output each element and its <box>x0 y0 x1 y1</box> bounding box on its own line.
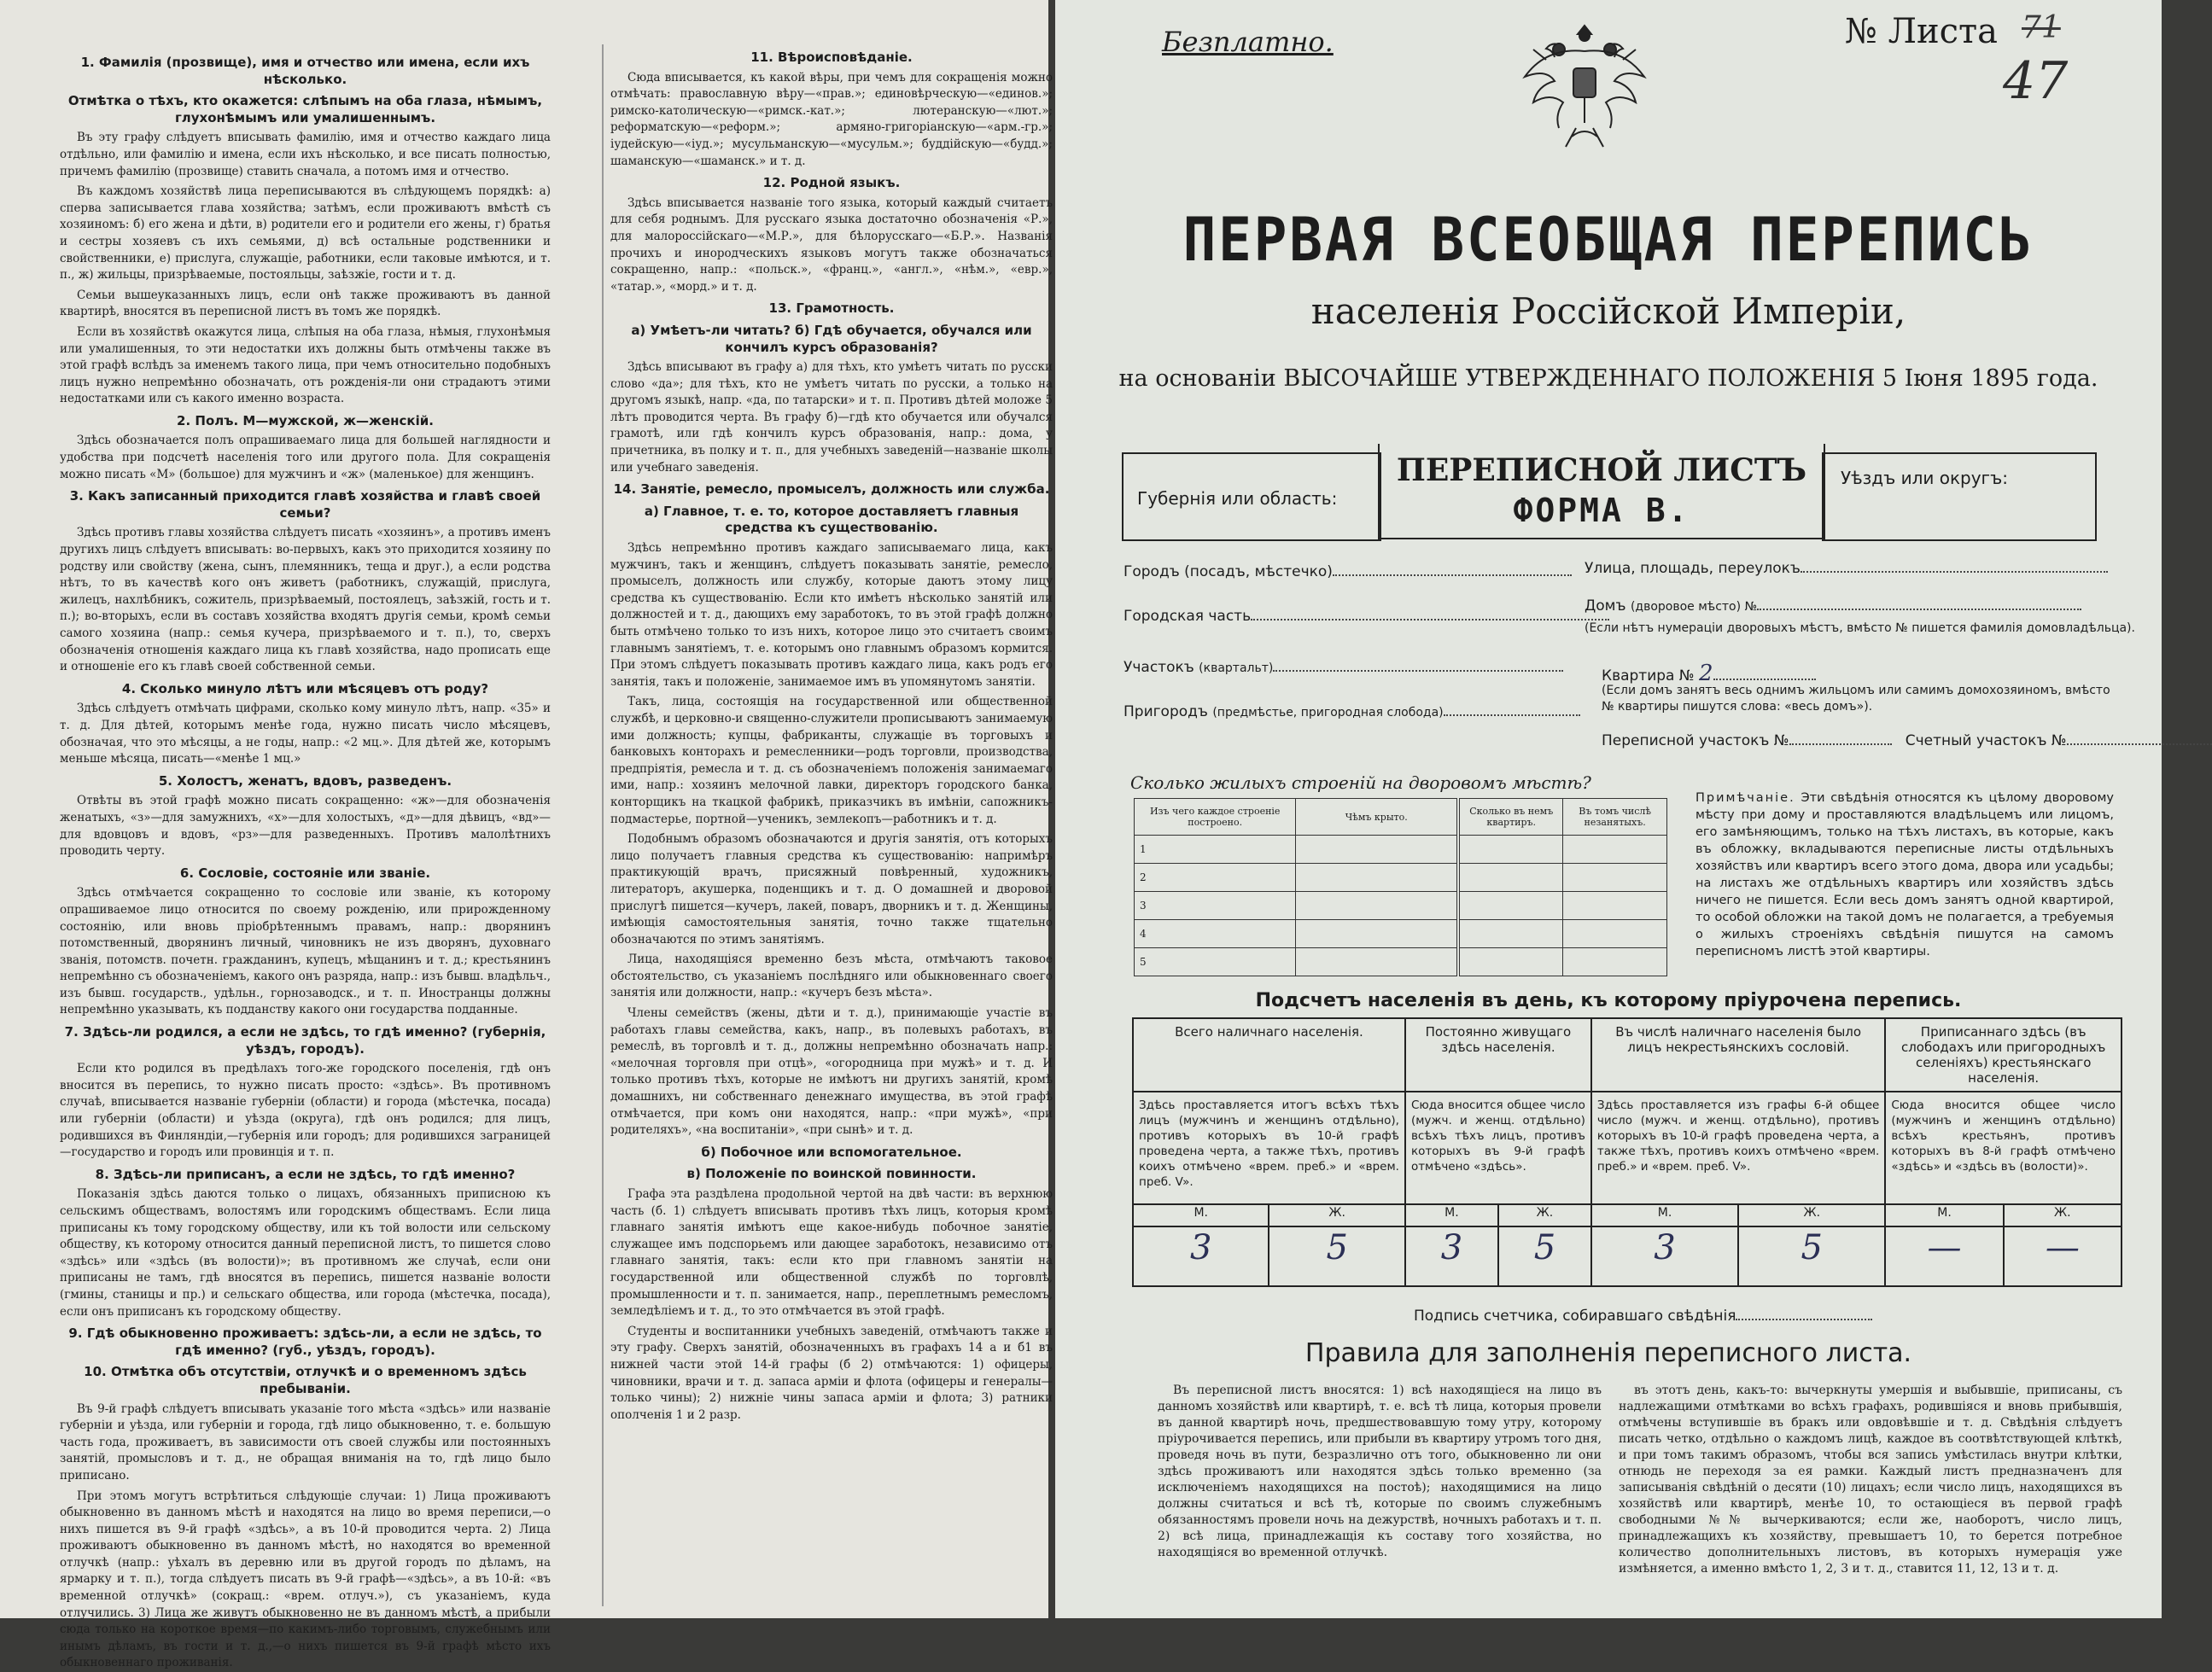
instruction-heading: 10. Отмѣтка объ отсутствіи, отлучкѣ и о временномъ здѣсь пребываніи. <box>60 1364 551 1397</box>
instruction-heading: 11. Вѣроисповѣданіе. <box>610 50 1053 67</box>
buildings-col-vacant: Въ томъ числѣ незанятыхъ. <box>1563 799 1667 836</box>
buildings-question: Сколько жилыхъ строеній на дворовомъ мѣстѣ? <box>1130 772 1591 793</box>
buildings-col-roof: Чѣмъ крыто. <box>1296 799 1458 836</box>
instruction-paragraph: Графа эта раздѣлена продольной чертой на двѣ части: въ верхнюю часть (б. 1) слѣдуетъ вписывать противъ тѣхъ лицъ, которыя кромѣ главнаго занятія имѣютъ еще какое-нибудь побочное занятіе, служащее имъ подспорьемъ или дающее заработокъ, независимо отъ главнаго занятія, такъ: если кто при главномъ занятіи на государственной или общественной службѣ по торговлѣ, промышленности и т. п. занимается, напр., переплетнымъ ремесломъ, земледѣліемъ и т. д., то это отмѣчается въ этой графѣ. <box>610 1186 1053 1320</box>
buildings-cell <box>1563 892 1667 920</box>
governorate-label: Губернія или область: <box>1137 488 1337 509</box>
buildings-row <box>1135 892 1667 920</box>
count-sex-cell: М. <box>1885 1204 2003 1226</box>
buildings-row-number: 1 <box>1135 836 1296 864</box>
instructions-column-1 <box>60 50 551 1611</box>
buildings-cell <box>1296 864 1458 892</box>
instruction-paragraph: Члены семействъ (жены, дѣти и т. д.), принимающіе участіе въ работахъ главы семейства, какъ, напр., въ полевыхъ работахъ, въ ремеслѣ, въ торговлѣ и т. д., должны непремѣнно обозначать напр.: «мелочная торговля при отцѣ», «огородница при мужѣ» и т. д. И только противъ тѣхъ, которые не имѣютъ ни другихъ занятій, кромѣ домашнихъ, ни собственнаго денежнаго имущества, въ этой графѣ отмѣчается, при комъ они находятся, напр.: «при мужѣ», «при родителяхъ», «на воспитаніи», «при сынѣ» и т. д. <box>610 1005 1053 1139</box>
census-subtitle: населенія Россійской Имперіи, <box>1055 290 2162 332</box>
census-legal-basis: на основаніи ВЫСОЧАЙШЕ УТВЕРЖДЕННАГО ПОЛОЖЕНІЯ 5 Іюня 1895 года. <box>1055 365 2162 392</box>
signature-label: Подпись счетчика, собиравшаго свѣдѣнія <box>1414 1308 1736 1325</box>
rules-text-2: въ этотъ день, какъ-то: вычеркнуты умершія и выбывшіе, приписаны, съ надлежащими отмѣтками во всѣхъ графахъ, родившіяся и вновь прибывшія, отмѣчены вступившіе въ бракъ или овдовѣвшіе и т. д. Свѣдѣнія слѣдуетъ писать четко, отдѣльно о каждомъ лицѣ, каждое въ соотвѣтствующей клѣткѣ, и при томъ такимъ образомъ, чтобы вся запись умѣстилась внутри клѣтки, отнюдь не переходя за ея рамки. Каждый листъ предназначенъ для записыванія свѣдѣній о десяти (10) лицахъ; если число лицъ, находящихся въ хозяйствѣ или квартирѣ, менѣе 10, то остающіеся въ первой графѣ свободными №№ вычеркиваются; если же, наоборотъ, число лицъ, принадлежащихъ къ хозяйству, превышаетъ 10, то берется потребное количество дополнительныхъ листовъ, въ которыхъ нумерація уже измѣняется, а именно вмѣсто 1, 2, 3 и т. д., ставится 11, 12, 13 и т. д. <box>1619 1383 2122 1577</box>
apartment-value: 2 <box>1699 661 1713 686</box>
district-note: (квартальт) <box>1199 661 1273 675</box>
instruction-paragraph: Семьи вышеуказанныхъ лицъ, если онѣ также проживаютъ въ данной квартирѣ, вносятся въ переписной листъ въ томъ же порядкѣ. <box>60 288 551 321</box>
count-sex-cell: Ж. <box>1269 1204 1404 1226</box>
instruction-paragraph: Если въ хозяйствѣ окажутся лица, слѣпыя на оба глаза, нѣмыя, глухонѣмыя или умалишенныя, то эти недостатки ихъ должны быть отмѣчены также въ этой графѣ вслѣдъ за именемъ такого лица, при чемъ относительно подобныхъ лицъ нужно непремѣнно обозначать, отъ рожденія-ли они страдаютъ этими недостатками или съ какого именно возраста. <box>60 324 551 408</box>
instruction-heading: 9. Гдѣ обыкновенно проживаетъ: здѣсь-ли, а если не здѣсь, то гдѣ именно? (губ., уѣздъ, городъ). <box>60 1325 551 1359</box>
census-district-field <box>1602 732 2212 749</box>
buildings-row <box>1135 920 1667 948</box>
form-title: ПЕРЕПИСНОЙ ЛИСТЪ <box>1380 452 1824 488</box>
apartment-note: (Если домъ занятъ весь однимъ жильцомъ или самимъ домохозяиномъ, вмѣсто № квартиры пишутся слова: «весь домъ»). <box>1602 683 2114 715</box>
count-header-peasant: Приписаннаго здѣсь (въ слободахъ или пригородныхъ селеніяхъ) крестьянскаго населенія. <box>1885 1018 2122 1092</box>
suburb-field <box>1124 703 1580 720</box>
instruction-heading: 6. Сословіе, состояніе или званіе. <box>60 865 551 883</box>
instruction-paragraph: Лица, находящіяся временно безъ мѣста, отмѣчаютъ таковое обстоятельство, съ указаніемъ послѣдняго или обыкновеннаго своего занятія или должности, напр.: «кучеръ безъ мѣста». <box>610 952 1053 1002</box>
instruction-paragraph: Здѣсь вписывается названіе того языка, который каждый считаетъ для себя роднымъ. Для русскаго языка достаточно обозначенія «Р.», для малороссійскаго—«М.Р.», для бѣлорусскаго—«Б.Р.». Названія прочихъ и инородческихъ языковъ могутъ также обозначаться сокращенно, напр.: «польск.», «франц.», «англ.», «нѣм.», «евр.», «татар.», «морд.» и т. д. <box>610 195 1053 296</box>
buildings-cell <box>1458 892 1563 920</box>
street-field <box>1585 560 2108 577</box>
city-part-field <box>1124 608 1609 625</box>
instruction-heading: в) Положеніе по воинской повинности. <box>610 1166 1053 1183</box>
instruction-heading: 3. Какъ записанный приходится главѣ хозяйства и главѣ своей семьи? <box>60 488 551 521</box>
instruction-paragraph: Такъ, лица, состоящія на государственной или общественной службѣ, и церковно-и священно-служители прописываютъ занимаемую ими должность; купцы, фабриканты, служащіе въ торговыхъ и банковыхъ конторахъ и ремесленники—родъ торговли, производства, предпріятія, ремесла и т. д. съ обозначеніемъ положенія занимаемаго ими, напр.: хозяинъ мелочной лавки, директоръ городского банка, конторщикъ на ткацкой фабрикѣ, приказчикъ въ имѣніи, сапожникъ-подмастерье, портной—ученикъ, землекопъ—работникъ и т. д. <box>610 694 1053 828</box>
instruction-heading: а) Умѣетъ-ли читать? б) Гдѣ обучается, обучался или кончилъ курсъ образованія? <box>610 323 1053 356</box>
buildings-row <box>1135 948 1667 976</box>
buildings-cell <box>1563 948 1667 976</box>
buildings-body <box>1135 836 1667 976</box>
instruction-heading: 5. Холостъ, женатъ, вдовъ, разведенъ. <box>60 773 551 790</box>
city-field <box>1124 563 1572 580</box>
instruction-paragraph: Здѣсь непремѣнно противъ каждаго записываемаго лица, какъ мужчинъ, такъ и женщинъ, слѣдуетъ показывать занятіе, ремесло, промыселъ, должность или службу, которые даютъ этому лицу средства къ существованію. Если кто имѣетъ нѣсколько занятій или должностей и т. д., дающихъ ему заработокъ, то въ этой графѣ должно быть отмѣчено только то изъ нихъ, которое лицо это считаетъ своимъ главнымъ занятіемъ, т. е. которымъ оно главнымъ образомъ кормится. При этомъ слѣдуетъ показывать противъ каждаго лица, какъ родъ его занятія, такъ и положеніе, занимаемое имъ въ упомянутомъ занятіи. <box>610 540 1053 690</box>
count-desc-peasant: Сюда вносится общее число (мужчинъ и женщинъ отдѣльно) всѣхъ крестьянъ, противъ которыхъ въ 8-й графѣ отмѣчено «здѣсь» и «здѣсь въ (волости)». <box>1885 1092 2122 1204</box>
rules-title: Правила для заполненія переписного листа. <box>1055 1338 2162 1368</box>
count-desc-non-peasant: Здѣсь проставляется изъ графы 6-й общее число (мужч. и женщ. отдѣльно), противъ которыхъ въ 10-й графѣ проведена черта, а также тѣхъ, противъ коихъ отмѣчено «врем. преб.» и «врем. преб. V». <box>1591 1092 1885 1204</box>
count-sex-cell: М. <box>1133 1204 1269 1226</box>
instructions-column-2 <box>602 44 1053 1606</box>
buildings-row-number: 4 <box>1135 920 1296 948</box>
instruction-paragraph: Студенты и воспитанники учебныхъ заведеній, отмѣчаютъ также и эту графу. Сверхъ занятій, обозначенныхъ въ графахъ 14 а и б1 въ нижней части этой 14-й графы (б 2) отмѣчаются: 1) офицеры, чиновники, врачи и т. д. запаса арміи и флота (офицеры и генералы—только чины); 2) нижніе чины запаса арміи и флота; 3) ратники ополченія 1 и 2 разр. <box>610 1324 1053 1424</box>
count-value-cell: — <box>1885 1226 2003 1286</box>
count-header-present: Всего наличнаго населенія. <box>1133 1018 1405 1092</box>
buildings-cell <box>1296 836 1458 864</box>
count-value-cell: 3 <box>1591 1226 1738 1286</box>
census-title: ПЕРВАЯ ВСЕОБЩАЯ ПЕРЕПИСЬ <box>1100 205 2117 275</box>
population-count-table <box>1132 1017 2122 1287</box>
suburb-label: Пригородъ <box>1124 703 1208 720</box>
uezd-box <box>1822 452 2097 541</box>
instruction-heading: 7. Здѣсь-ли родился, а если не здѣсь, то гдѣ именно? (губернія, уѣздъ, городъ). <box>60 1024 551 1057</box>
count-header-row <box>1133 1018 2122 1092</box>
buildings-row-number: 5 <box>1135 948 1296 976</box>
count-sex-row <box>1133 1204 2122 1226</box>
counter-signature-line <box>1414 1308 1872 1325</box>
form-title-box <box>1378 444 1825 539</box>
apartment-label: Квартира № <box>1602 667 1695 685</box>
count-value-cell: 5 <box>1269 1226 1404 1286</box>
city-part-label: Городская часть <box>1124 608 1251 625</box>
instruction-heading: 12. Родной языкъ. <box>610 175 1053 192</box>
instruction-heading: 14. Занятіе, ремесло, промыселъ, должность или служба. <box>610 481 1053 498</box>
form-variant: ФОРМА В. <box>1380 492 1824 529</box>
census-form-page <box>1055 0 2162 1618</box>
count-header-non-peasant: Въ числѣ наличнаго населенія было лицъ некрестьянскихъ сословій. <box>1591 1018 1885 1092</box>
instruction-heading: б) Побочное или вспомогательное. <box>610 1145 1053 1162</box>
buildings-cell <box>1458 836 1563 864</box>
governorate-box <box>1122 452 1381 541</box>
instruction-paragraph: Здѣсь противъ главы хозяйства слѣдуетъ писать «хозяинъ», а противъ именъ другихъ лицъ слѣдуетъ вписывать: во-первыхъ, какъ это приходится хозяину по родству или свойству (жена, сынъ, племянникъ, теща и друг.), а если родства нѣтъ, то въ качествѣ кого онъ живетъ (работникъ, служащій, прислуга, жилецъ, нахлѣбникъ, сожитель, призрѣваемый, постоялецъ, заѣзжій, гость и т. п.); во-вторыхъ, если въ составъ хозяйства входятъ другія семьи, кромѣ семьи самого хозяина (напр.: семья кучера, призрѣваемого и т. п.), то, сверхъ обозначенія отношенія каждаго лица къ главѣ хозяйства, надо прописать еще и отношеніе его къ главѣ своей собственной семьи. <box>60 525 551 675</box>
instruction-paragraph: Здѣсь вписывают въ графу а) для тѣхъ, кто умѣетъ читать по русски слово «да»; для тѣхъ, кто не умѣетъ читать по русски, а только на другомъ языкѣ, напр. «да, по татарски» и т. п. Противъ дѣтей моложе 5 лѣтъ проводится черта. Въ графу б)—гдѣ кто обучается или обучался грамотѣ, или гдѣ кончилъ курсъ образованія, напр.: дома, у причетника, въ полку и т. п., для учебныхъ заведеній—названіе школы или учебнаго заведенія. <box>610 359 1053 476</box>
instruction-paragraph: Въ каждомъ хозяйствѣ лица переписываются въ слѣдующемъ порядкѣ: а) сперва записывается глава хозяйства; затѣмъ, если проживаютъ вмѣстѣ съ хозяиномъ: б) его жена и дѣти, в) родители его и родители его жены, г) братья и сестры хозяевъ съ ихъ семьями, д) всѣ остальные родственники и свойственники, е) прислуга, служащіе, работники, если таковые имѣются, и т. п., ж) жильцы, призрѣваемые, постояльцы, заѣзжіе, гости и т. д. <box>60 184 551 284</box>
buildings-cell <box>1458 864 1563 892</box>
house-label: Домъ <box>1585 597 1626 615</box>
count-sex-cell: Ж. <box>1498 1204 1591 1226</box>
sheet-number-label: № Листа <box>1845 12 1998 51</box>
instruction-paragraph: Отвѣты въ этой графѣ можно писать сокращенно: «ж»—для обозначенія женатыхъ, «з»—для замужнихъ, «х»—для холостыхъ, «д»—для дѣвицъ, «вд»—для вдовцовъ и вдовъ, «рз»—для разведенныхъ. Противъ малолѣтнихъ проводить черту. <box>60 793 551 859</box>
buildings-row-number: 2 <box>1135 864 1296 892</box>
instruction-heading: 4. Сколько минуло лѣтъ или мѣсяцевъ отъ роду? <box>60 681 551 698</box>
uezd-label: Уѣздъ или округъ: <box>1841 468 2008 488</box>
count-sex-cell: Ж. <box>2004 1204 2122 1226</box>
instruction-paragraph: При этомъ могутъ встрѣтиться слѣдующіе случаи: 1) Лица проживаютъ обыкновенно въ данномъ мѣстѣ и находятся на лицо во время переписи,—о нихъ пишется въ 9-й графѣ «здѣсь», а въ 10-й проводится черта. 2) Лица проживаютъ обыкновенно въ данномъ мѣстѣ, но находятся во временной отлучкѣ (напр.: уѣхалъ въ деревню или въ другой городъ по дѣламъ, на ярмарку и т. п.), тогда слѣдуетъ писать въ 9-й графѣ—«здѣсь», а въ 10-й: «въ временной отлучкѣ» (сокращ.: «врем. отлуч.»), съ указаніемъ, куда отлучились. 3) Лица же живутъ обыкновенно не въ данномъ мѣстѣ, а прибыли сюда только на короткое время—по какимъ-либо торговымъ, служебнымъ или инымъ дѣламъ, въ гости и т. д.,—о нихъ пишется въ 9-й графѣ мѣсто ихъ обыкновеннаго проживанія. <box>60 1488 551 1672</box>
instruction-paragraph: Здѣсь обозначается полъ опрашиваемаго лица для большей наглядности и удобства при подсчетѣ населенія того или другого пола. Для сокращенія можно писать «М» (большое) для мужчинъ и «ж» (маленькое) для женщинъ. <box>60 433 551 483</box>
instruction-heading: Отмѣтка о тѣхъ, кто окажется: слѣпымъ на оба глаза, нѣмымъ, глухонѣмымъ или умалишеннымъ. <box>60 93 551 126</box>
buildings-table <box>1134 798 1667 976</box>
buildings-row <box>1135 836 1667 864</box>
rules-column-2 <box>1619 1383 2122 1618</box>
street-label: Улица, площадь, переулокъ <box>1585 560 1801 577</box>
counter-district-label: Счетный участокъ № <box>1906 732 2067 749</box>
remark-text: Эти свѣдѣнія относятся къ цѣлому дворовому мѣсту при дому и проставляются владѣльцемъ или лицомъ, его замѣняющимъ, только на тѣхъ листахъ, въ которые, какъ въ обложку, вкладываются переписные листы отдѣльныхъ хозяйствъ или квартиръ всего этого дома, двора или усадьбы; на листахъ же отдѣльныхъ квартиръ или хозяйствъ здѣсь ничего не пишется. Если весь домъ занятъ одной квартирой, то особой обложки на такой домъ не полагается, а требуемыя о жилыхъ строеніяхъ свѣдѣнія пишутся на самомъ переписномъ листѣ этой квартиры. <box>1695 791 2114 958</box>
buildings-cell <box>1296 892 1458 920</box>
buildings-cell <box>1563 836 1667 864</box>
count-desc-permanent: Сюда вносится общее число (мужч. и женщ. отдѣльно) всѣхъ тѣхъ лицъ, противъ которыхъ въ 9-й графѣ отмѣчено «здѣсь». <box>1405 1092 1591 1204</box>
instruction-heading: 2. Полъ. М—мужской, ж—женскій. <box>60 413 551 430</box>
buildings-cell <box>1458 920 1563 948</box>
district-label: Участокъ <box>1124 659 1194 676</box>
instruction-paragraph: Сюда вписывается, къ какой вѣры, при чемъ для сокращенія можно отмѣчать: православную вѣру—«прав.»; единовѣрческую—«единов.»; римско-католическую—«римск.-кат.»; лютеранскую—«лют.»; реформатскую—«реформ.»; армяно-григоріанскую—«арм.-гр.»; іудейскую—«іуд.»; мусульманскую—«мусульм.»; буддійскую—«будд.»; шаманскую—«шаманск.» и т. д. <box>610 70 1053 171</box>
instruction-heading: 8. Здѣсь-ли приписанъ, а если не здѣсь, то гдѣ именно? <box>60 1167 551 1184</box>
count-desc-present: Здѣсь проставляется итогъ всѣхъ тѣхъ лицъ (мужчинъ и женщинъ отдѣльно), противъ которыхъ въ 10-й графѣ проведена черта, а также тѣхъ, противъ коихъ отмѣчено «врем. преб.» и «врем. преб. V». <box>1133 1092 1405 1204</box>
buildings-col-material: Изъ чего каждое строеніе построено. <box>1135 799 1296 836</box>
instruction-paragraph: Подобнымъ образомъ обозначаются и другія занятія, отъ которыхъ лицо получаетъ главныя средства къ существованію: напримѣръ практикующій врачъ, присяжный повѣренный, художникъ, литераторъ, акушерка, поденщикъ и т. д. О домашней и дворовой прислугѣ пишется—кучеръ, лакей, поваръ, дворникъ и т. д. Женщины, имѣющія самостоятельныя занятія, точно также тщательно обозначаются по этимъ занятіямъ. <box>610 831 1053 948</box>
buildings-cell <box>1296 920 1458 948</box>
sheet-number-handwritten-crossed: 71 <box>2022 10 2061 45</box>
count-description-row <box>1133 1092 2122 1204</box>
house-note: (дворовое мѣсто) № <box>1631 600 1757 614</box>
count-value-cell: 3 <box>1405 1226 1498 1286</box>
count-value-cell: 5 <box>1738 1226 1885 1286</box>
instruction-paragraph: Въ 9-й графѣ слѣдуетъ вписывать указаніе того мѣста «здѣсь» или названіе губерніи и уѣзда, или губерніи и города, гдѣ лицо обыкновенно, т. е. большую часть года, проживаетъ, въ зависимости отъ своей службы или постоянныхъ занятій, промысловъ и т. д., не обращая вниманія на то, гдѣ лицо было приписано. <box>60 1401 551 1485</box>
instruction-paragraph: Если кто родился въ предѣлахъ того-же городского поселенія, гдѣ онъ вносится въ перепись, то нужно писать просто: «здѣсь». Въ противномъ случаѣ, вписывается названіе губерніи (области) и города (мѣстечка, посада) или губерніи (области) и уѣзда (округа), гдѣ онъ родился; для лицъ, родившихся въ Финляндіи,—губернія или городъ; для родившихся заграницей—государство и городъ или провинція и т. п. <box>60 1061 551 1162</box>
sheet-number-handwritten: 47 <box>2003 51 2068 111</box>
city-label: Городъ (посадъ, мѣстечко) <box>1124 563 1333 580</box>
population-count-title: Подсчетъ населенія въ день, къ которому пріурочена перепись. <box>1055 990 2162 1011</box>
instruction-paragraph: Здѣсь отмѣчается сокращенно то сословіе или званіе, къ которому опрашиваемое лицо относится по своему рожденію, или прирожденному состоянію, или вновь пріобрѣтеннымъ правамъ, напр.: дворянинъ потомственный, дворянинъ личный, чиновникъ не изъ дворянъ, духовнаго званія, потомств. почетн. гражданинъ, купецъ, мѣщанинъ и т. д.; крестьянинъ непремѣнно съ обозначеніемъ, какого онъ разряда, напр.: изъ бывш. владѣльч., изъ бывш. государств., удѣльн., горнозаводск., и т. п. Иностранцы должны непремѣнно указывать, къ подданству какого они государства подданные. <box>60 885 551 1019</box>
instruction-heading: а) Главное, т. е. то, которое доставляетъ главныя средства къ существованію. <box>610 504 1053 537</box>
instruction-paragraph: Показанія здѣсь даются только о лицахъ, обязанныхъ приписною къ сельскимъ обществамъ, волостямъ или городскимъ обществамъ. Если лица приписаны къ тому городскому обществу, или къ той волости или сельскому обществу, къ которому относится данный переписной листъ, то пишется слово «здѣсь» или «здѣсь (въ волости)»; въ противномъ же случаѣ, если они приписаны не тамъ, гдѣ вносятся въ перепись, пишется названіе волости (гмины, станицы и пр.) и сельскаго общества, или города (мѣстечка, посада), если онъ приписанъ къ городскому обществу. <box>60 1186 551 1320</box>
left-page-instructions <box>0 0 1048 1618</box>
buildings-row-number: 3 <box>1135 892 1296 920</box>
buildings-row <box>1135 864 1667 892</box>
buildings-cell <box>1296 948 1458 976</box>
count-value-cell: — <box>2004 1226 2122 1286</box>
rules-text-1: Въ переписной листъ вносятся: 1) всѣ находящіеся на лицо въ данномъ хозяйствѣ или квартирѣ, т. е. всѣ тѣ лица, которыя провели въ данной квартирѣ ночь, предшествовавшую тому утру, которому пріурочивается перепись, или прибыли въ квартиру утромъ того дня, проведя ночь въ пути, безразлично отъ того, обыкновенно ли они здѣсь проживаютъ или находятся здѣсь только временно (за исключеніемъ находящихся на постоѣ); находящимися на лицо должны считаться и всѣ тѣ, которые по своимъ служебнымъ обязанностямъ провели ночь на дежурствѣ, ночныхъ работахъ и т. п. 2) всѣ лица, принадлежащія къ составу того хозяйства, но находящіяся во временной отлучкѣ. <box>1158 1383 1602 1561</box>
district-field <box>1124 659 1563 676</box>
house-field <box>1585 597 2081 615</box>
count-value-cell: 3 <box>1133 1226 1269 1286</box>
count-sex-cell: М. <box>1405 1204 1498 1226</box>
instruction-heading: 13. Грамотность. <box>610 300 1053 318</box>
double-headed-eagle-emblem <box>1512 9 1657 154</box>
buildings-cell <box>1458 948 1563 976</box>
buildings-cell <box>1563 920 1667 948</box>
count-sex-cell: М. <box>1591 1204 1738 1226</box>
rules-column-1 <box>1158 1383 1602 1618</box>
house-note-2: (Если нѣтъ нумераціи дворовыхъ мѣстъ, вмѣсто № пишется фамилія домовладѣльца). <box>1585 621 2135 635</box>
buildings-cell <box>1563 864 1667 892</box>
count-value-cell: 5 <box>1498 1226 1591 1286</box>
free-label: Безплатно. <box>1162 26 1334 58</box>
instruction-paragraph: Здѣсь слѣдуетъ отмѣчать цифрами, сколько кому минуло лѣтъ, напр. «35» и т. д. Для дѣтей, которымъ менѣе года, нужно писать число мѣсяцевъ, обозначая, что это мѣсяцы, а не годы, напр.: «2 мц.». Для дѣтей же, которымъ меньше мѣсяца, писать—«менѣе 1 мц.» <box>60 701 551 767</box>
instruction-heading: 1. Фамилія (прозвище), имя и отчество или имена, если ихъ нѣсколько. <box>60 55 551 88</box>
buildings-header-row <box>1135 799 1667 836</box>
buildings-col-apartments: Сколько въ немъ квартиръ. <box>1458 799 1563 836</box>
remark-label: Примѣчаніе. <box>1695 791 1795 805</box>
count-values-row <box>1133 1226 2122 1286</box>
count-sex-cell: Ж. <box>1738 1204 1885 1226</box>
census-district-label: Переписной участокъ № <box>1602 732 1789 749</box>
instruction-paragraph: Въ эту графу слѣдуетъ вписывать фамилію, имя и отчество каждаго лица отдѣльно, или фамилію и имена, если ихъ нѣсколько, и все писать полностью, причемъ фамилію (прозвище) ставить сначала, а потомъ имя и отчество. <box>60 130 551 180</box>
remark-block <box>1695 789 2114 960</box>
count-header-permanent: Постоянно живущаго здѣсь населенія. <box>1405 1018 1591 1092</box>
suburb-note: (предмѣстье, пригородная слобода) <box>1212 706 1443 719</box>
